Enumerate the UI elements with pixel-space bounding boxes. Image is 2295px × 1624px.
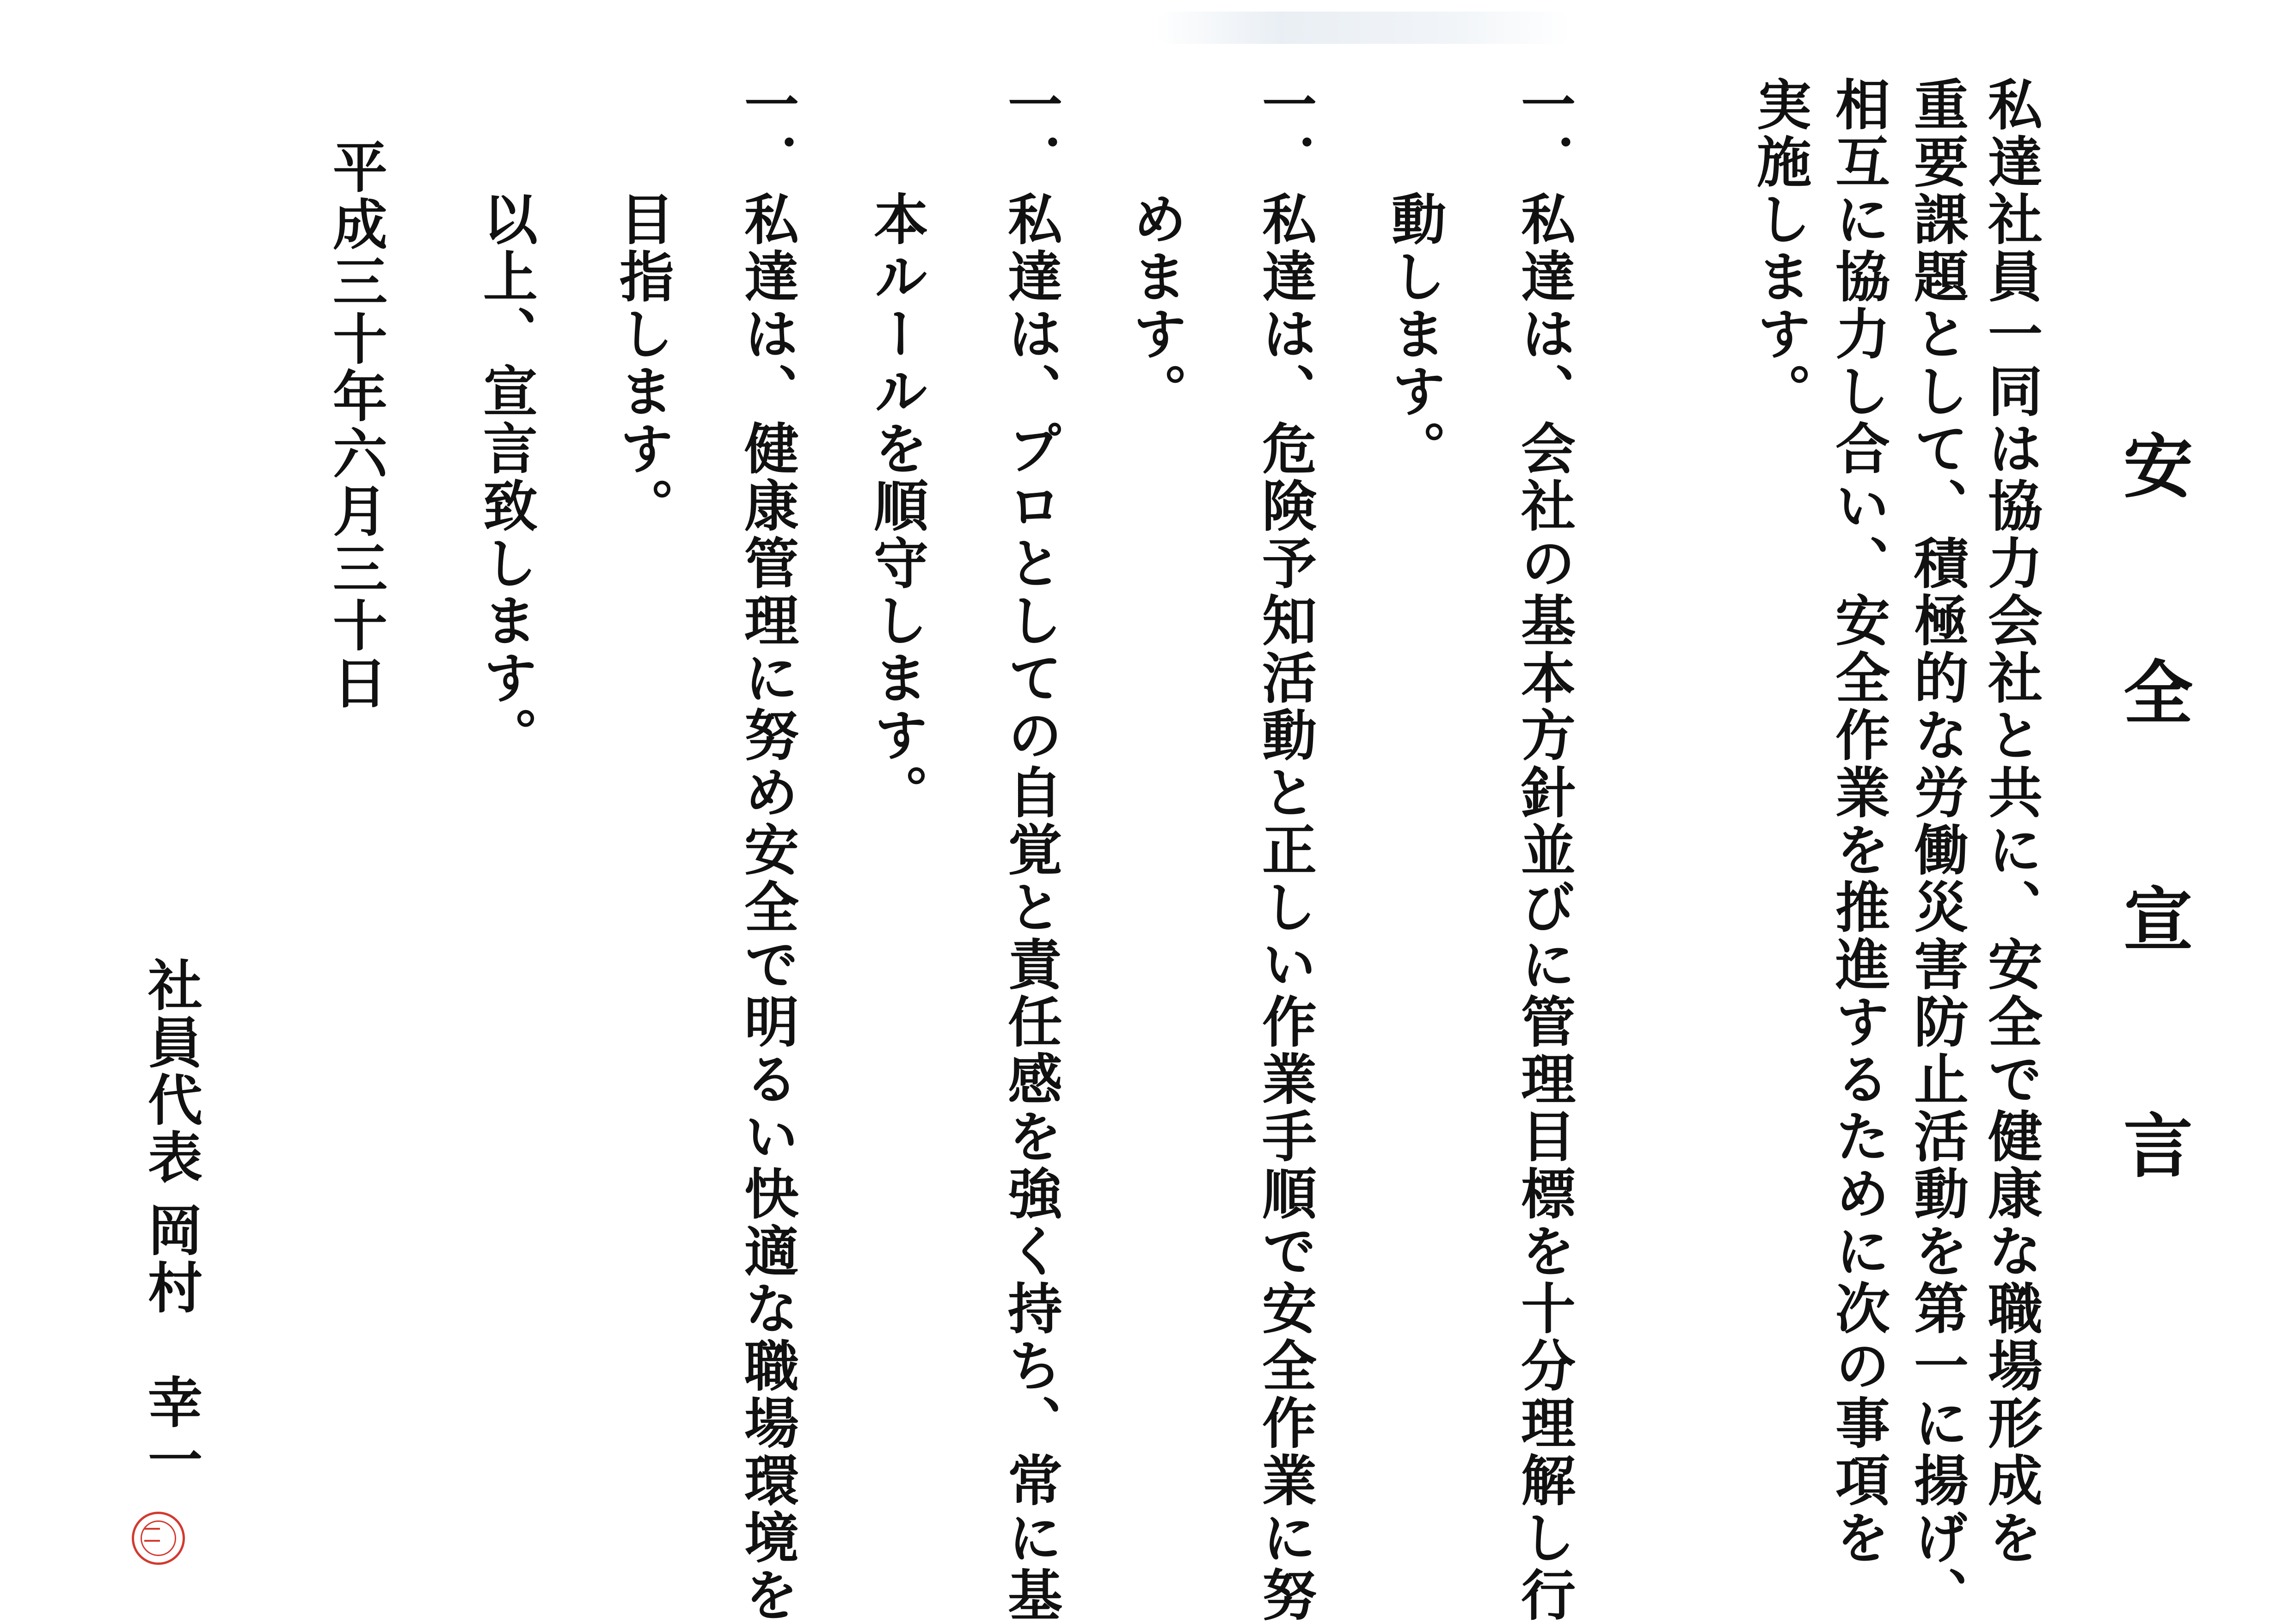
seal-glyph	[144, 1528, 160, 1542]
signature-role: 社員代表	[139, 957, 203, 1186]
item-2-line-1: 一．私達は、危険予知活動と正しい作業手順で安全作業に努	[1253, 76, 1317, 1624]
declaration-line-3: 相互に協力し合い、安全作業を推進するために次の事項を	[1826, 76, 1890, 1567]
declaration-line-1: 私達社員一同は協力会社と共に、安全で健康な職場形成を	[1979, 76, 2043, 1567]
item-3-line-1: 一．私達は、プロとしての自覚と責任感を強く持ち、常に基	[999, 76, 1063, 1624]
signature-name: 岡村 幸一	[139, 1202, 203, 1489]
item-2-line-2: めます。	[1123, 76, 1188, 420]
item-4-line-1: 一．私達は、健康管理に努め安全で明るい快適な職場環境を	[735, 76, 799, 1624]
declaration-line-2: 重要課題として、積極的な労働災害防止活動を第一に揚げ、	[1905, 76, 1969, 1624]
personal-seal-stamp-icon	[132, 1512, 185, 1565]
item-1-line-2: 動します。	[1382, 76, 1447, 478]
item-1-line-1: 一．私達は、会社の基本方針並びに管理目標を十分理解し行	[1512, 76, 1576, 1624]
scan-artifact	[1156, 12, 1572, 44]
item-3-line-2: 本ルールを順守します。	[865, 76, 929, 821]
declaration-line-4: 実施します。	[1748, 76, 1812, 420]
item-4-line-2: 目指します。	[610, 76, 675, 535]
document-date: 平成三十年六月三十日	[324, 139, 388, 712]
closing-statement: 以上、宣言致します。	[474, 76, 538, 764]
document-title: 安 全 宣 言	[2111, 430, 2193, 1223]
